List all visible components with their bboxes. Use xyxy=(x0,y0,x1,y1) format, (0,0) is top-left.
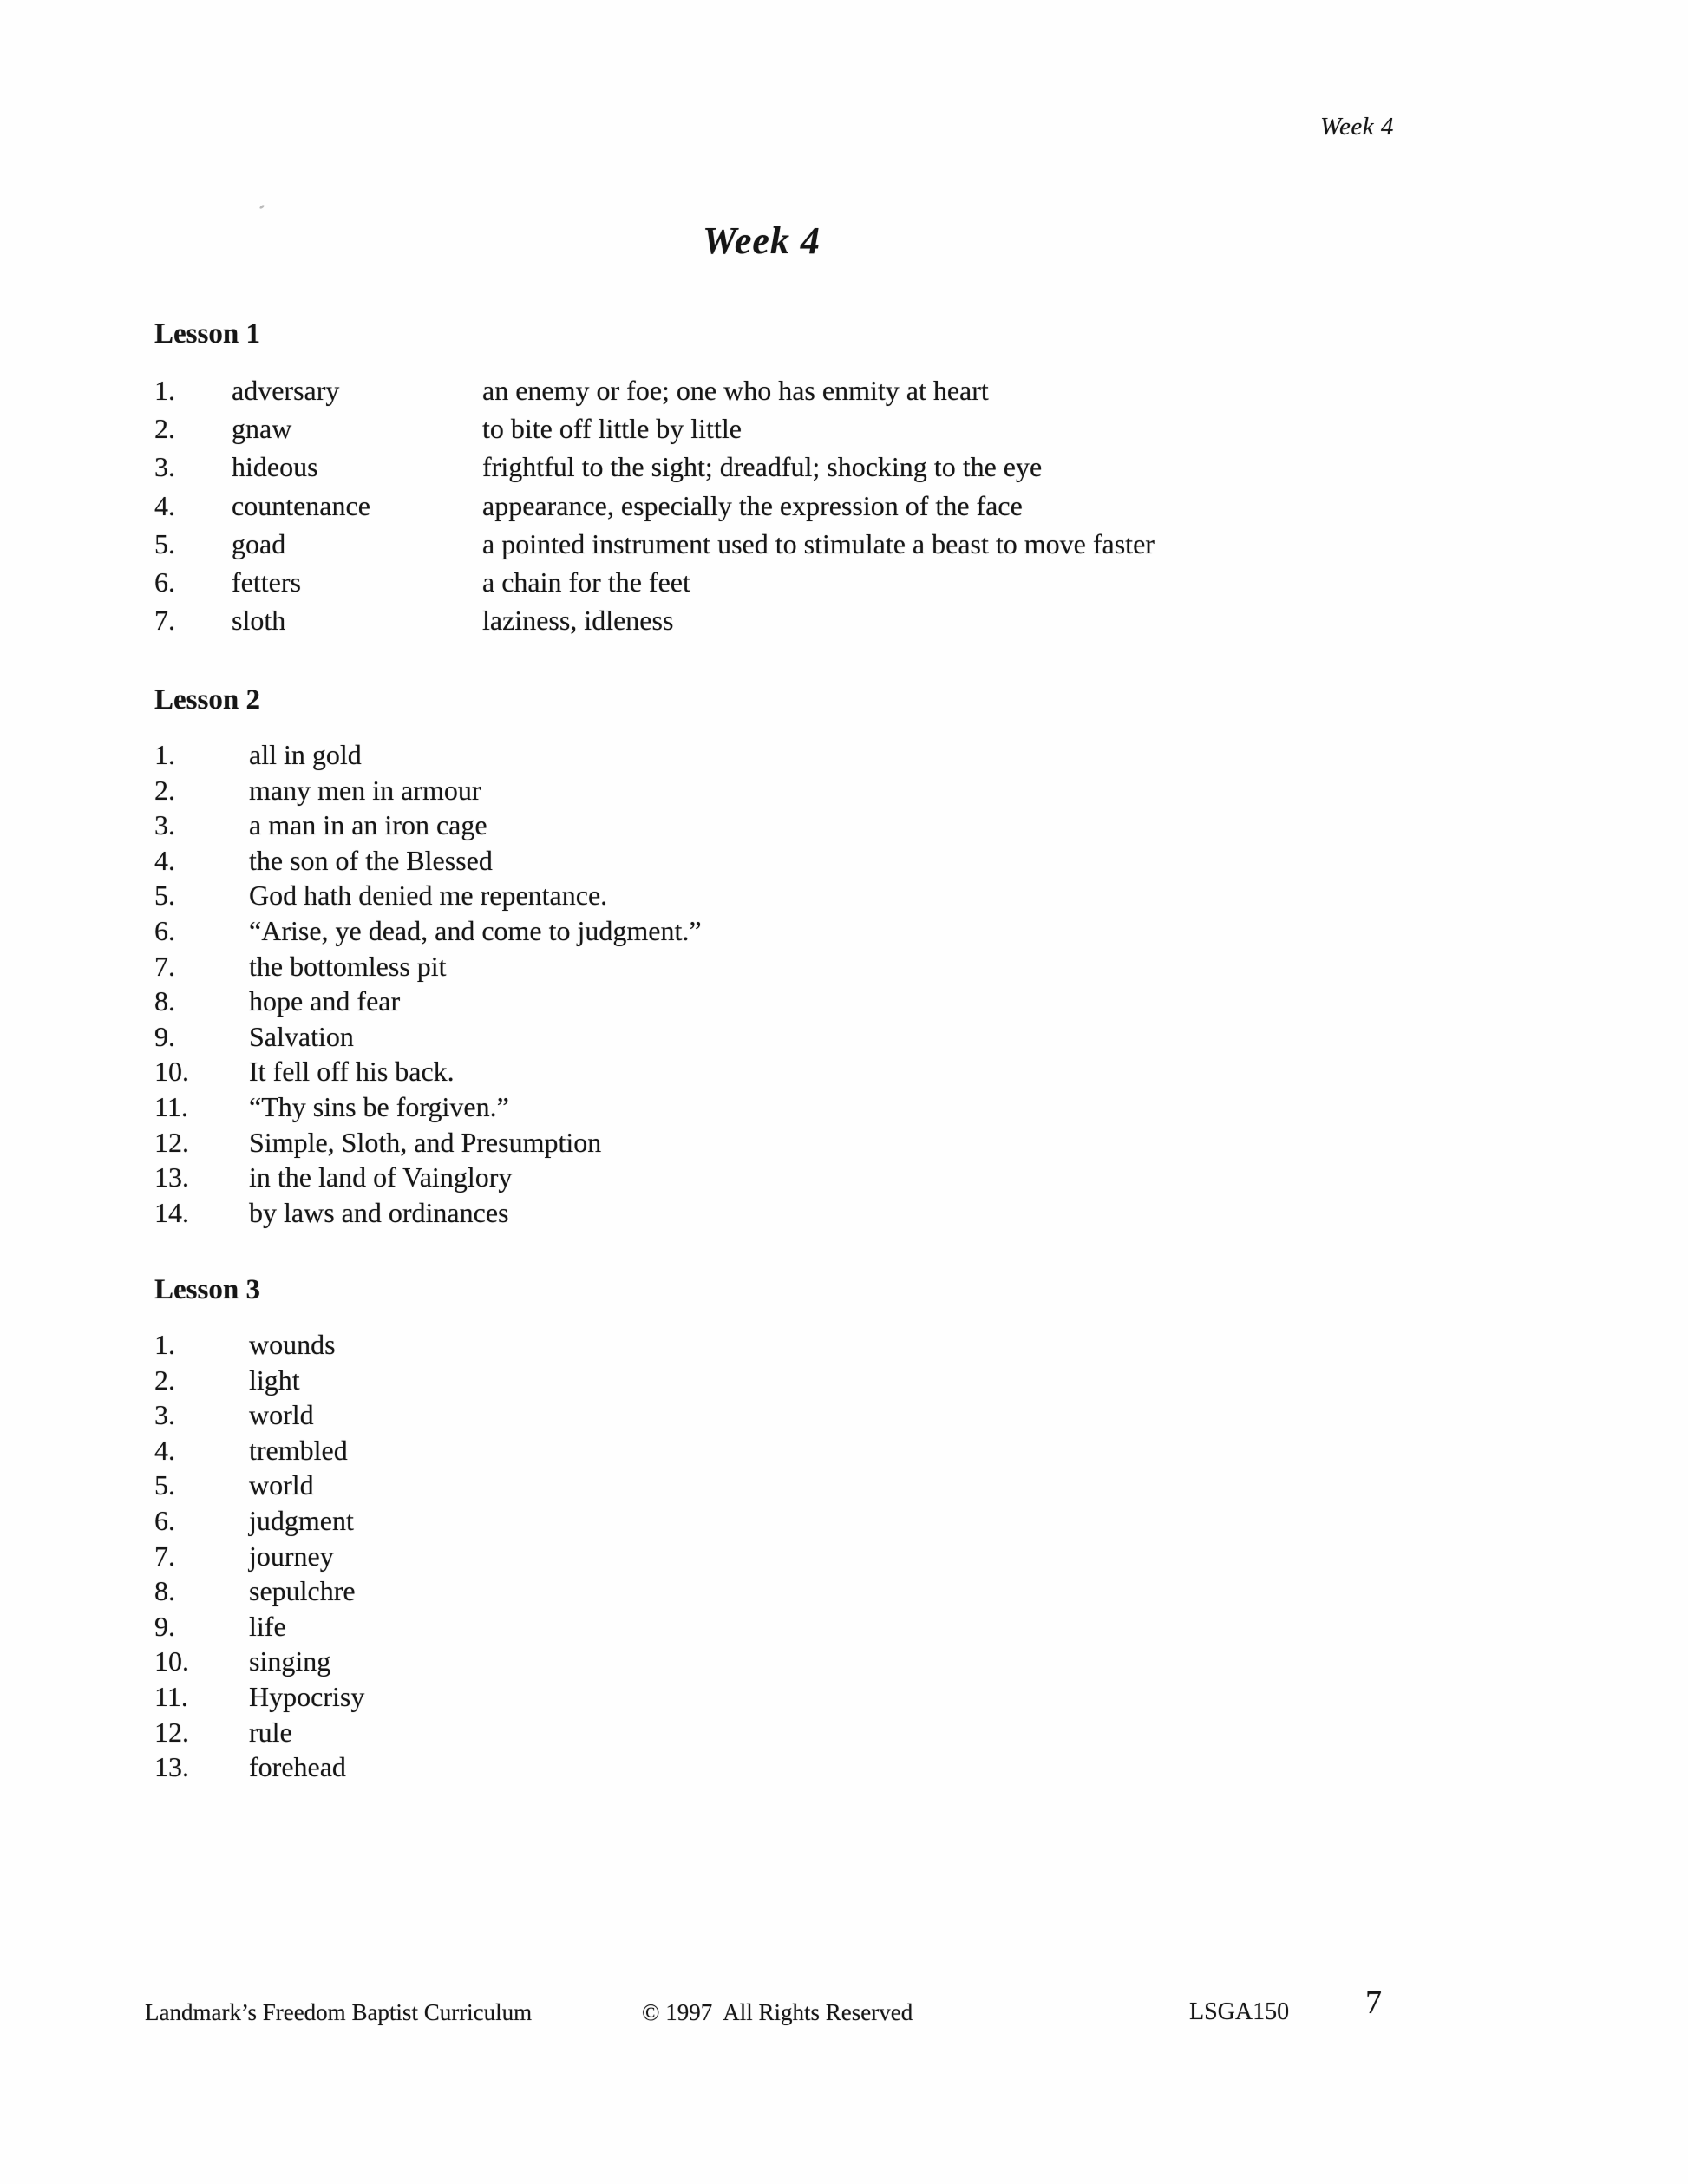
list-item xyxy=(154,878,702,913)
list-item xyxy=(154,1715,364,1750)
list-item-number: 1. xyxy=(154,1329,175,1360)
list-item-text: all in gold xyxy=(249,739,362,770)
list-item xyxy=(154,448,1155,486)
list-item-number: 2. xyxy=(154,774,175,806)
list-item-text: hope and fear xyxy=(249,985,401,1017)
list-item-text: “Arise, ye dead, and come to judgment.” xyxy=(249,914,702,946)
list-item-text: Salvation xyxy=(249,1020,354,1052)
list-item-text: the son of the Blessed xyxy=(249,844,493,876)
vocab-term: gnaw xyxy=(232,413,292,445)
list-item-number: 3. xyxy=(154,809,175,841)
list-item-number: 13. xyxy=(154,1751,189,1783)
vocab-definition: a chain for the feet xyxy=(482,566,690,598)
vocab-definition: a pointed instrument used to stimulate a beast to move faster xyxy=(482,527,1155,559)
list-item xyxy=(154,1363,364,1398)
list-item xyxy=(154,601,1155,639)
list-item-number: 9. xyxy=(154,1020,175,1052)
list-item xyxy=(154,1019,702,1055)
list-item-number: 7. xyxy=(154,605,175,637)
list-item-number: 10. xyxy=(154,1056,189,1088)
list-item xyxy=(154,808,702,843)
list-item-number: 12. xyxy=(154,1716,189,1748)
list-item xyxy=(154,1644,364,1679)
list-item-number: 12. xyxy=(154,1126,189,1158)
list-item xyxy=(154,1327,364,1363)
list-item xyxy=(154,525,1155,563)
list-item-text: rule xyxy=(249,1716,292,1748)
vocab-list xyxy=(154,371,1155,639)
list-item-number: 2. xyxy=(154,1363,175,1396)
footer-publisher: Landmark’s Freedom Baptist Curriculum xyxy=(145,1999,533,2025)
list-item-text: It fell off his back. xyxy=(249,1056,455,1088)
lesson-heading: Lesson 3 xyxy=(154,1274,260,1305)
list-item-number: 11. xyxy=(154,1090,188,1122)
list-item-number: 4. xyxy=(154,844,175,876)
list-item-number: 3. xyxy=(154,451,175,483)
list-item-number: 1. xyxy=(154,375,175,406)
list-item xyxy=(154,1503,364,1539)
list-item-number: 6. xyxy=(154,914,175,946)
list-item-number: 2. xyxy=(154,413,175,445)
list-item-text: God hath denied me repentance. xyxy=(249,879,608,912)
vocab-term: adversary xyxy=(232,375,340,406)
list-item xyxy=(154,1397,364,1433)
page-title: Week 4 xyxy=(703,219,821,262)
list-item xyxy=(154,1749,364,1785)
list-item-number: 5. xyxy=(154,527,175,559)
list-item-text: trembled xyxy=(249,1434,348,1466)
vocab-definition: frightful to the sight; dreadful; shocking to the eye xyxy=(482,451,1043,483)
list-item xyxy=(154,563,1155,601)
lesson-section-2 xyxy=(154,683,702,1230)
list-item-number: 14. xyxy=(154,1196,189,1228)
list-item-number: 5. xyxy=(154,1469,175,1501)
list-item-text: by laws and ordinances xyxy=(249,1196,509,1228)
list-item-text: life xyxy=(249,1610,286,1642)
list-item xyxy=(154,1573,364,1609)
list-item xyxy=(154,737,702,773)
list-item-text: world xyxy=(249,1469,314,1501)
list-item xyxy=(154,949,702,984)
list-item xyxy=(154,843,702,879)
list-item-text: world xyxy=(249,1399,314,1431)
list-item-text: wounds xyxy=(249,1329,336,1360)
list-item-number: 7. xyxy=(154,1540,175,1572)
list-item xyxy=(154,1679,364,1715)
list-item xyxy=(154,1609,364,1645)
vocab-term: hideous xyxy=(232,451,318,483)
scan-artifact xyxy=(259,205,265,210)
list-item xyxy=(154,913,702,949)
vocab-definition: to bite off little by little xyxy=(482,413,742,445)
list-item-text: judgment xyxy=(249,1504,354,1536)
vocab-term: fetters xyxy=(232,566,301,598)
list-item xyxy=(154,487,1155,525)
list-item-number: 8. xyxy=(154,985,175,1017)
list-item-text: many men in armour xyxy=(249,774,481,806)
list-item-number: 6. xyxy=(154,566,175,598)
vocab-term: countenance xyxy=(232,489,370,521)
list-item-number: 1. xyxy=(154,739,175,770)
list-item-number: 4. xyxy=(154,1434,175,1466)
list-item xyxy=(154,1195,702,1231)
list-item-text: light xyxy=(249,1363,300,1396)
vocab-definition: an enemy or foe; one who has enmity at heart xyxy=(482,375,989,406)
footer-page-number: 7 xyxy=(1365,1985,1382,2021)
answer-list xyxy=(154,737,702,1230)
running-head: Week 4 xyxy=(1320,113,1394,141)
list-item-text: forehead xyxy=(249,1751,346,1783)
list-item-text: Simple, Sloth, and Presumption xyxy=(249,1126,602,1158)
lesson-heading: Lesson 1 xyxy=(154,318,260,350)
list-item-number: 3. xyxy=(154,1399,175,1431)
list-item-number: 13. xyxy=(154,1161,189,1193)
list-item-number: 4. xyxy=(154,489,175,521)
list-item xyxy=(154,773,702,808)
lesson-section-3 xyxy=(154,1273,364,1785)
vocab-definition: appearance, especially the expression of the face xyxy=(482,489,1023,521)
vocab-definition: laziness, idleness xyxy=(482,605,674,637)
list-item xyxy=(154,371,1155,409)
lesson-heading: Lesson 2 xyxy=(154,684,260,716)
list-item-number: 7. xyxy=(154,950,175,982)
list-item xyxy=(154,1054,702,1089)
vocab-term: sloth xyxy=(232,605,286,637)
list-item-text: sepulchre xyxy=(249,1575,356,1607)
list-item-number: 11. xyxy=(154,1680,188,1712)
list-item xyxy=(154,1539,364,1574)
list-item xyxy=(154,1433,364,1468)
list-item xyxy=(154,1089,702,1125)
list-item xyxy=(154,984,702,1019)
list-item-text: Hypocrisy xyxy=(249,1680,365,1712)
footer-copyright: © 1997 All Rights Reserved xyxy=(642,1999,913,2025)
list-item-number: 10. xyxy=(154,1645,189,1677)
footer-document-code: LSGA150 xyxy=(1189,1998,1290,2025)
list-item-text: journey xyxy=(249,1540,334,1572)
list-item-number: 9. xyxy=(154,1610,175,1642)
list-item-text: the bottomless pit xyxy=(249,950,447,982)
vocab-term: goad xyxy=(232,527,286,559)
list-item-number: 5. xyxy=(154,879,175,912)
list-item-number: 8. xyxy=(154,1575,175,1607)
list-item xyxy=(154,409,1155,448)
lesson-section-1 xyxy=(154,317,1155,639)
list-item-text: a man in an iron cage xyxy=(249,809,487,841)
list-item-text: in the land of Vainglory xyxy=(249,1161,513,1193)
list-item xyxy=(154,1468,364,1503)
list-item-text: “Thy sins be forgiven.” xyxy=(249,1090,509,1122)
list-item-number: 6. xyxy=(154,1504,175,1536)
list-item xyxy=(154,1160,702,1195)
list-item xyxy=(154,1125,702,1161)
answer-list xyxy=(154,1327,364,1785)
list-item-text: singing xyxy=(249,1645,331,1677)
